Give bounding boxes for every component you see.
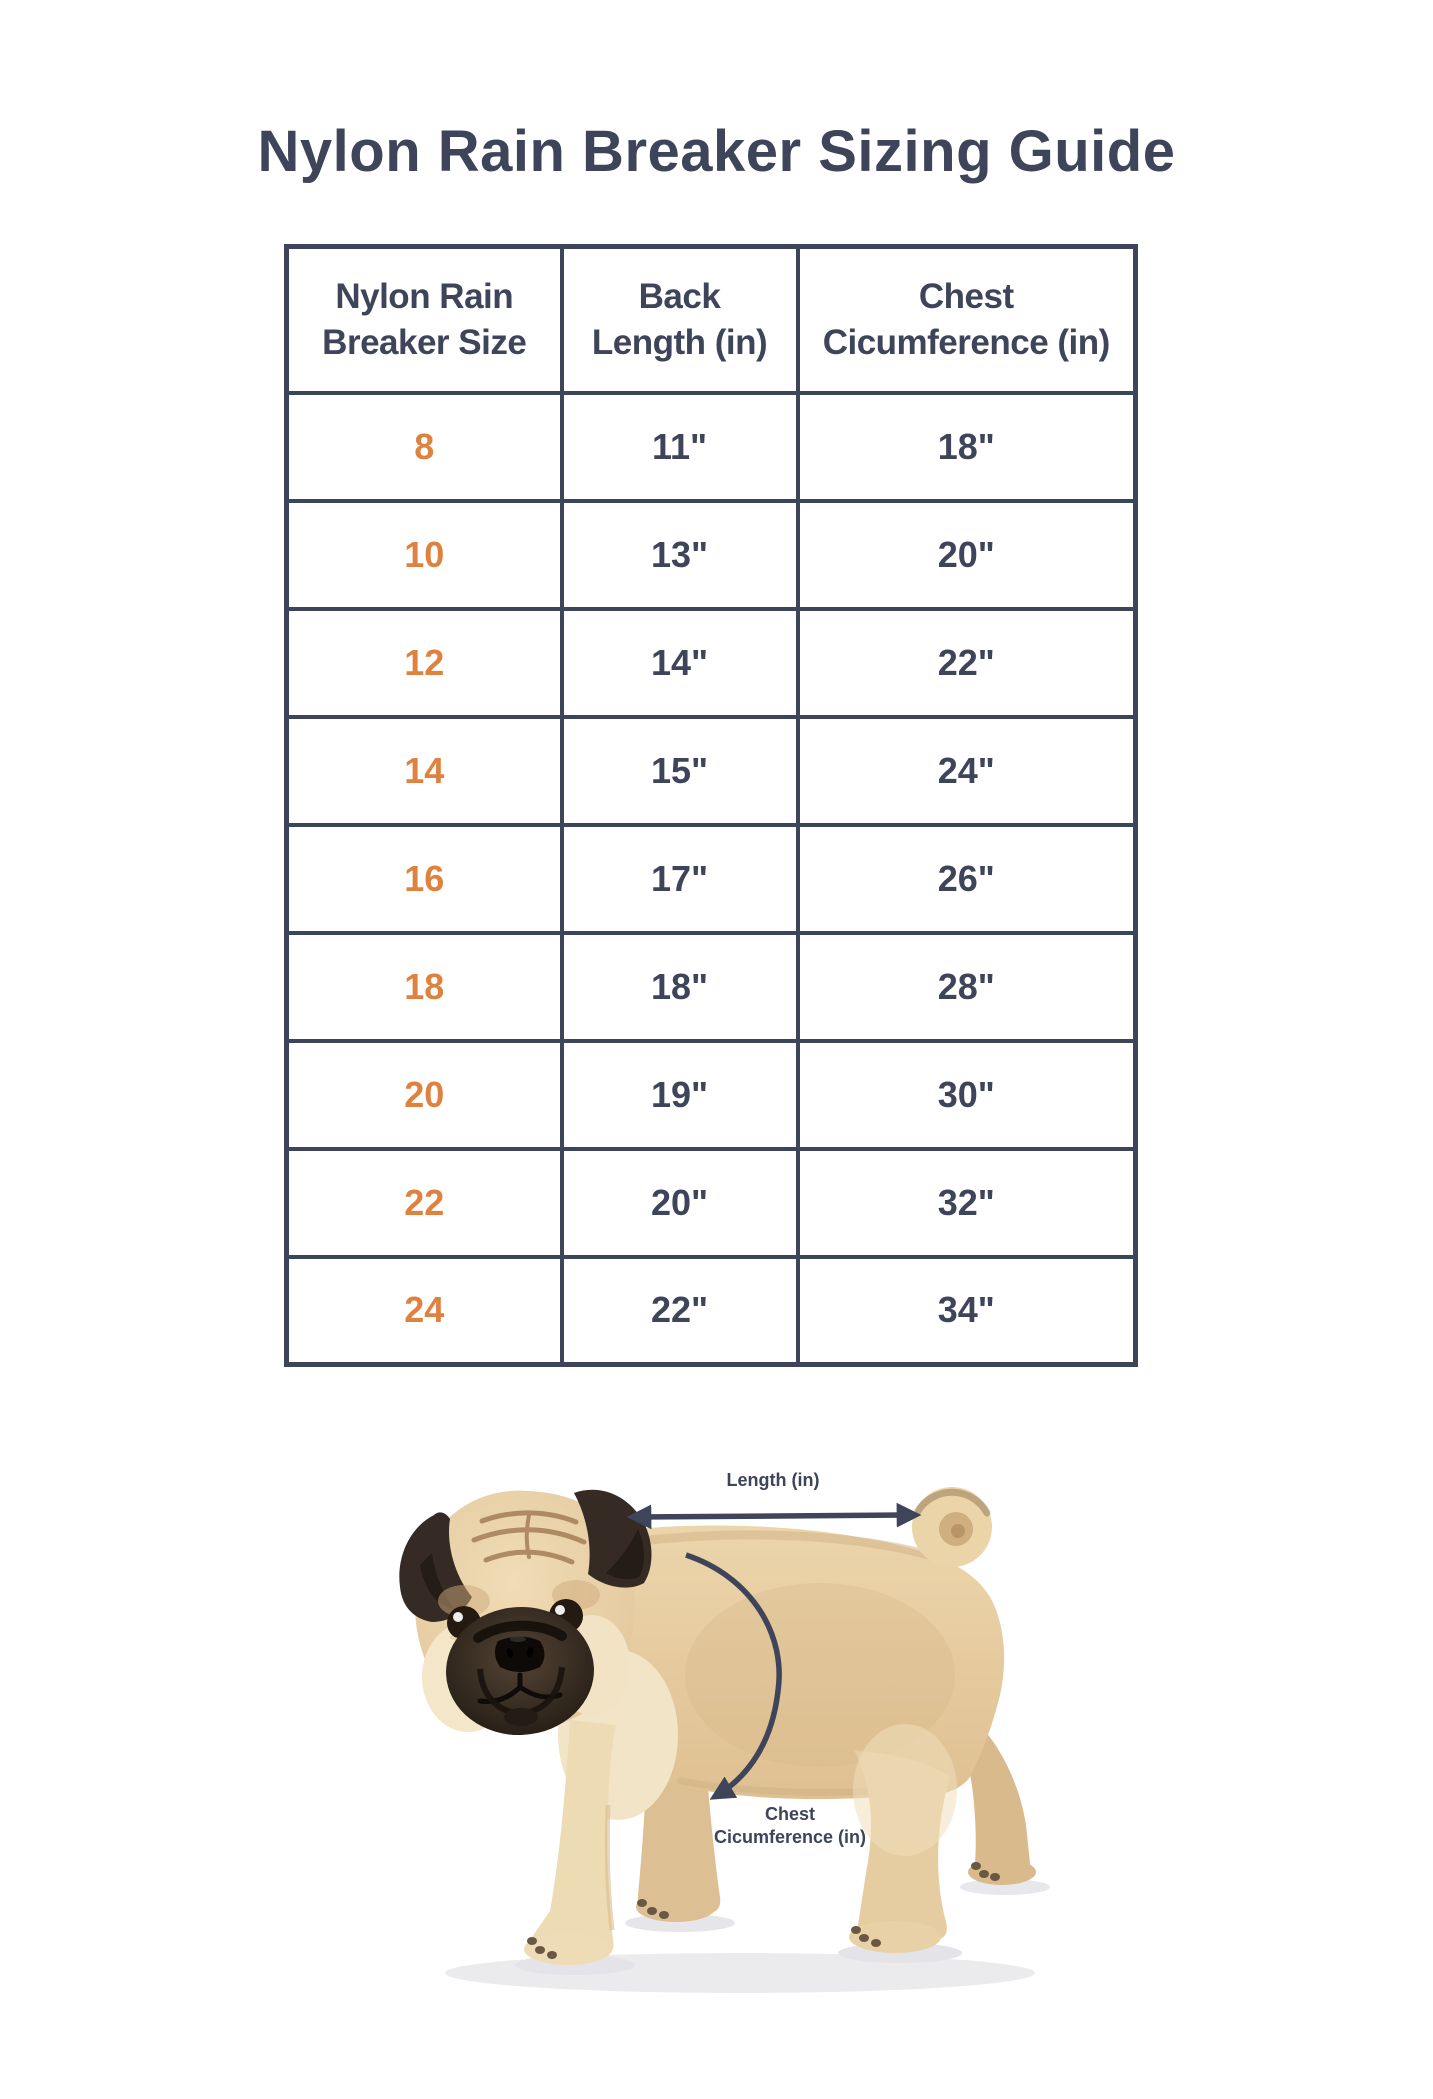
header-back-length-line2: Length (in)	[591, 322, 768, 362]
header-back-length	[562, 247, 798, 393]
cell-size: 18	[287, 933, 562, 1041]
cell-back_length: 15"	[562, 717, 798, 825]
table-row	[287, 825, 1136, 933]
cell-size: 14	[287, 717, 562, 825]
cell-chest: 26"	[798, 825, 1136, 933]
table-header-row	[287, 247, 1136, 393]
page-title: Nylon Rain Breaker Sizing Guide	[257, 119, 1176, 184]
cell-back_length: 11"	[562, 393, 798, 501]
table-body	[287, 393, 1136, 1365]
cell-size: 12	[287, 609, 562, 717]
cell-size: 22	[287, 1149, 562, 1257]
header-chest-line2: Cicumference (in)	[822, 322, 1110, 362]
cell-chest: 18"	[798, 393, 1136, 501]
cell-size: 16	[287, 825, 562, 933]
cell-back_length: 19"	[562, 1041, 798, 1149]
table-row	[287, 501, 1136, 609]
header-size-line2: Breaker Size	[322, 322, 527, 362]
cell-back_length: 22"	[562, 1257, 798, 1365]
header-size-line1: Nylon Rain	[335, 276, 514, 316]
length-annotation-label: Length (in)	[726, 1470, 820, 1490]
chest-annotation-line2: Cicumference (in)	[713, 1827, 867, 1847]
sizing-table	[284, 244, 1138, 1367]
length-arrow	[634, 1515, 914, 1517]
cell-size: 20	[287, 1041, 562, 1149]
cell-chest: 20"	[798, 501, 1136, 609]
cell-chest: 30"	[798, 1041, 1136, 1149]
chest-annotation-label	[664, 1803, 916, 1849]
table-row	[287, 609, 1136, 717]
cell-chest: 24"	[798, 717, 1136, 825]
table-row	[287, 933, 1136, 1041]
header-size	[287, 247, 562, 393]
cell-size: 24	[287, 1257, 562, 1365]
cell-size: 8	[287, 393, 562, 501]
chest-annotation-line1: Chest	[764, 1804, 815, 1824]
cell-back_length: 20"	[562, 1149, 798, 1257]
pug-photo	[380, 1425, 1060, 2005]
table-row	[287, 717, 1136, 825]
table-row	[287, 393, 1136, 501]
cell-back_length: 14"	[562, 609, 798, 717]
header-chest	[798, 247, 1136, 393]
cell-back_length: 18"	[562, 933, 798, 1041]
table-row	[287, 1041, 1136, 1149]
cell-chest: 32"	[798, 1149, 1136, 1257]
cell-size: 10	[287, 501, 562, 609]
cell-chest: 34"	[798, 1257, 1136, 1365]
header-chest-line1: Chest	[918, 276, 1014, 316]
header-back-length-line1: Back	[638, 276, 721, 316]
cell-chest: 28"	[798, 933, 1136, 1041]
cell-back_length: 17"	[562, 825, 798, 933]
dog-measurement-diagram	[380, 1425, 1060, 2005]
table-row	[287, 1257, 1136, 1365]
cell-back_length: 13"	[562, 501, 798, 609]
cell-chest: 22"	[798, 609, 1136, 717]
table-row	[287, 1149, 1136, 1257]
